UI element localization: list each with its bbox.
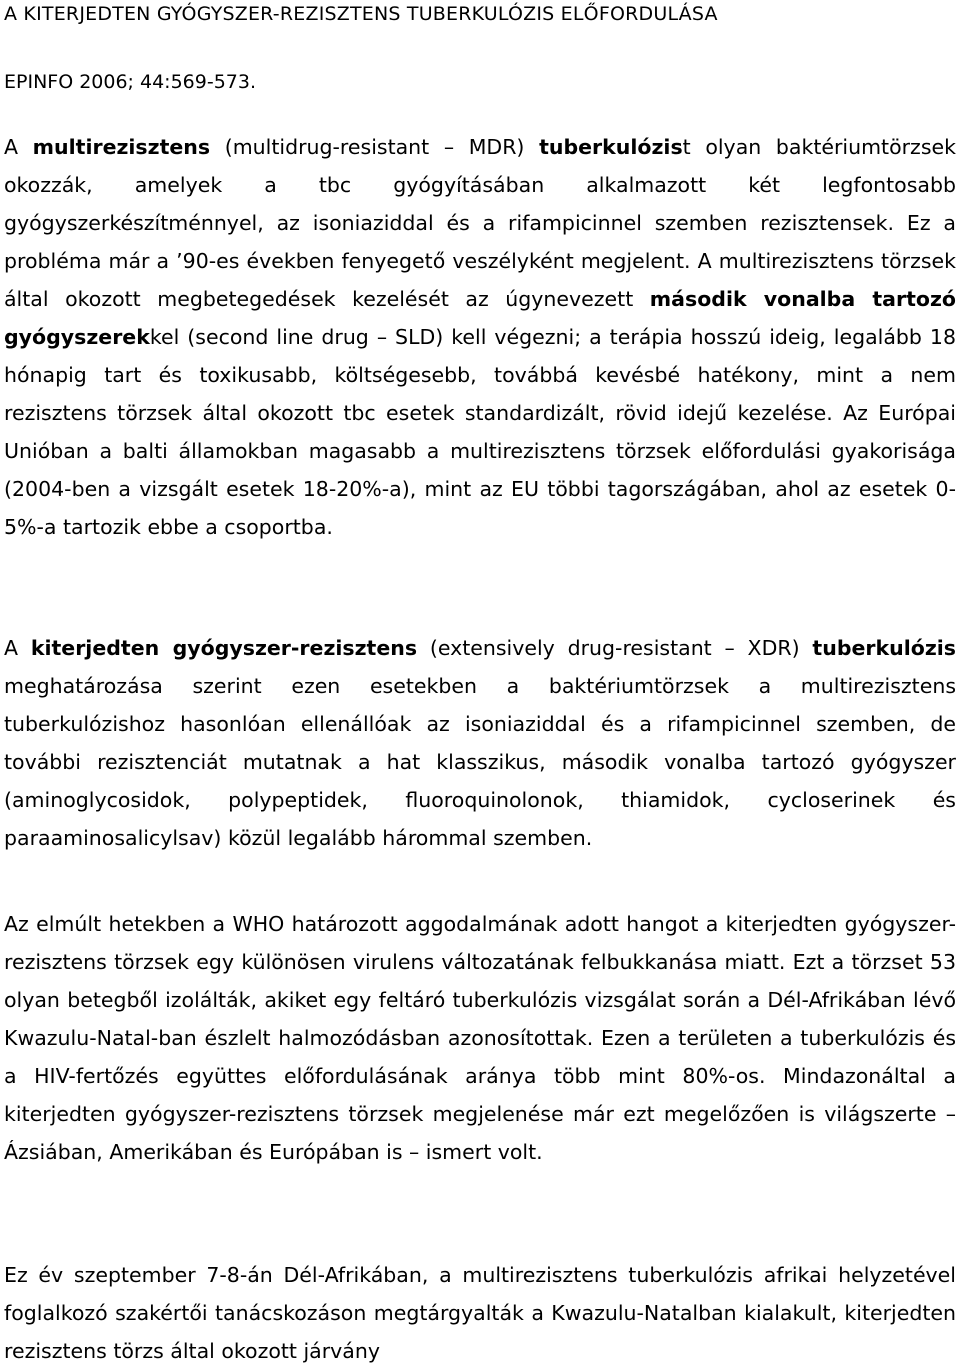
bold-term: tuberkulózis: [812, 636, 957, 660]
paragraph-meeting: [4, 1256, 956, 1370]
bold-term: tuberkulózis: [539, 135, 683, 159]
text-run: kel (second line drug – SLD) kell végezni; a terápia hosszú ideig, legalább 18 hónapig tart és toxikusabb, költségesebb, továbbá kevésbé hatékony, mint a nem rezisztens törzsek által okozott tbc esetek standardizált, rövid idejű kezelése. Az Európai Unióban a balti államokban magasabb a multirezisztens törzsek előfordulási gyakorisága (2004-ben a vizsgált esetek 18-20%-a), mint az EU többi tagországában, ahol az esetek 0-5%-a tartozik ebbe a csoportba.: [4, 325, 956, 539]
text-run: t olyan baktériumtörzsek okozzák, amelyek a tbc gyógyításában alkalmazott két legfontosabb gyógyszerkészítménnyel, az isoniaziddal és a rifampicinnel szemben rezisztensek. Ez a probléma már a ’90-es években fenyegető veszélyként megjelent. A multirezisztens törzsek által okozott megbetegedések kezelését az úgynevezett: [4, 135, 956, 311]
text-run: A: [4, 636, 31, 660]
text-run: meghatározása szerint ezen esetekben a baktériumtörzsek a multirezisztens tuberkulózishoz hasonlóan ellenállóak az isoniaziddal és a rifampicinnel szemben, de további rezisztenciát mutatnak a hat klasszikus, második vonalba tartozó gyógyszer (aminoglycosidok, polypeptidek, fluoroquinolonok, thiamidok, cycloserinek és paraaminosalicylsav) közül legalább hárommal szemben.: [4, 674, 956, 850]
bold-term: kiterjedten gyógyszer-rezisztens: [30, 636, 418, 660]
paragraph-mdr: [4, 128, 956, 546]
text-run: Ez év szeptember 7-8-án Dél-Afrikában, a multirezisztens tuberkulózis afrikai helyzetével foglalkozó szakértői tanácskozáson megtárgyalták a Kwazulu-Natalban kialakult, kiterjedten rezisztens törzs által okozott járvány: [4, 1263, 956, 1363]
bold-term: multirezisztens: [32, 135, 211, 159]
paragraph-xdr: [4, 629, 956, 857]
text-run: A: [4, 135, 33, 159]
text-run: Az elmúlt hetekben a WHO határozott aggodalmának adott hangot a kiterjedten gyógyszer-rezisztens törzsek egy különösen virulens változatának felbukkanása miatt. Ezt a törzset 53 olyan betegből izolálták, akiket egy feltáró tuberkulózis vizsgálat során a Dél-Afrikában lévő Kwazulu-Natal-ban észlelt halmozódásban azonosítottak. Ezen a területen a tuberkulózis és a HIV-fertőzés együttes előfordulásának aránya több mint 80%-os. Mindazonáltal a kiterjedten gyógyszer-rezisztens törzsek megjelenése már ezt megelőzően is világszerte – Ázsiában, Amerikában és Európában is – ismert volt.: [4, 912, 956, 1164]
document-title: A KITERJEDTEN GYÓGYSZER-REZISZTENS TUBERKULÓZIS ELŐFORDULÁSA: [4, 3, 718, 25]
text-run: (multidrug-resistant – MDR): [210, 135, 540, 159]
bold-term: második vonalba tartozó gyógyszerek: [4, 287, 957, 349]
text-run: (extensively drug-resistant – XDR): [417, 636, 813, 660]
paragraph-who: [4, 905, 956, 1171]
citation-source: EPINFO 2006; 44:569-573.: [4, 71, 257, 93]
